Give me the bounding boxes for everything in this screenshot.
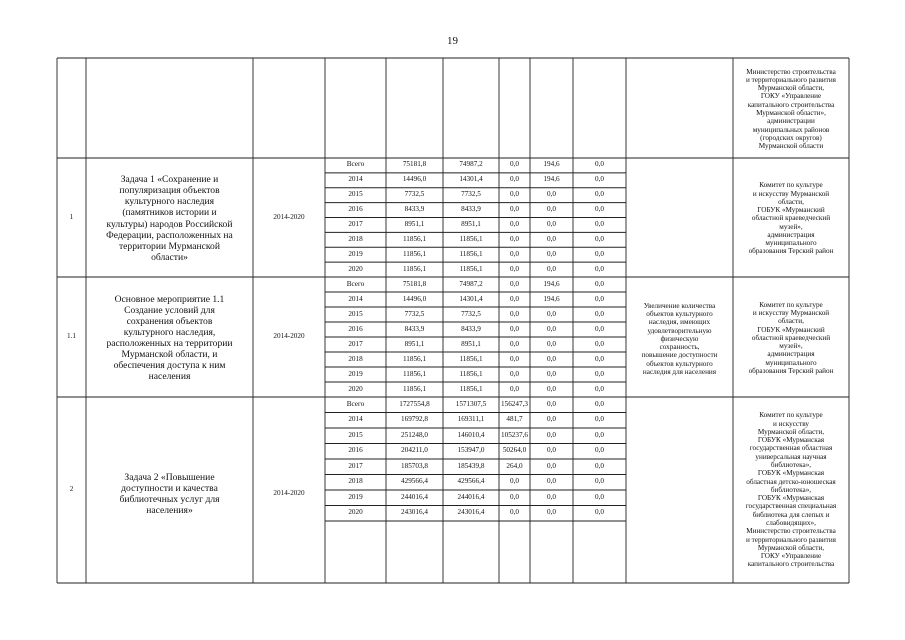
agency-cell-line: области, [778, 197, 804, 206]
table-cell: 2016 [348, 205, 363, 214]
task-title-cell-line: обеспечения доступа к ним [113, 360, 226, 372]
table-cell: 0,0 [547, 477, 556, 486]
agency-cell-line: областной краеведческий [751, 333, 831, 342]
agency-cell-line: Комитет по культуре [759, 181, 823, 190]
table-cell: 194,6 [543, 160, 560, 169]
table-cell: 8951,1 [461, 339, 481, 348]
table-cell: 194,6 [543, 279, 560, 288]
task-title-cell-line: населения» [146, 505, 193, 517]
table-cell: 169792,8 [401, 415, 428, 424]
table-cell: 2017 [348, 339, 363, 348]
task-title-cell-line: доступности и качества [121, 482, 218, 494]
task-title-cell-line: культурного наследия [124, 196, 215, 208]
table-cell: 0,0 [595, 399, 604, 408]
indicator-cell-line: физическую [660, 334, 699, 343]
indicator-cell-line: Увеличение количества [643, 301, 716, 310]
table-cell: 0,0 [510, 264, 519, 273]
task-title-cell-line: сохранения объектов [126, 315, 213, 327]
table-cell: 11856,1 [459, 369, 483, 378]
indicator-cell-line: повышение доступности [641, 351, 718, 360]
table-cell: 146010,4 [457, 430, 485, 439]
table-cell: 0,0 [595, 219, 604, 228]
page-number: 19 [447, 35, 458, 47]
table-cell: 7732,5 [404, 190, 425, 199]
table-cell: 481,7 [506, 415, 523, 424]
table-cell: 14301,4 [459, 294, 483, 303]
header-agency-cell-line: Мурманской области, [757, 84, 825, 93]
table-cell: 2020 [348, 384, 363, 393]
table-cell: 105237,6 [501, 430, 528, 439]
table-cell: 0,0 [595, 294, 604, 303]
table-cell: 2014 [348, 175, 363, 184]
task-title-cell [86, 174, 253, 262]
table-cell: 7732,5 [461, 309, 481, 318]
indicator-cell-line: объектов культурного [646, 359, 713, 368]
agency-cell-line: областная детско-юношеская [746, 477, 836, 486]
period-cell: 2014-2020 [273, 212, 305, 221]
table-cell: 2018 [348, 234, 363, 243]
table-cell: 0,0 [547, 190, 556, 199]
table-cell: 429566,4 [457, 477, 485, 486]
table-cell: 0,0 [510, 354, 519, 363]
indicator-cell-line: наследия для населения [642, 367, 717, 376]
table-cell: 0,0 [547, 249, 556, 258]
table-cell: 0,0 [510, 309, 519, 318]
header-agency-cell-line: Мурманской области», [756, 109, 826, 117]
agency-cell-line: и территориального развития [746, 535, 836, 544]
table-cell: 8433,9 [404, 324, 425, 333]
task-title-cell-line: Задача 2 «Повышение [124, 471, 215, 483]
indicator-cell [626, 302, 733, 377]
agency-cell [733, 301, 849, 376]
table-cell: 74987,2 [459, 279, 483, 288]
agency-cell-line: государственная специальная [745, 502, 837, 511]
agency-cell-line: и искусству [773, 419, 809, 428]
header-agency-cell-line: ГОКУ «Управление [760, 92, 822, 101]
row-number: 1.1 [67, 332, 76, 340]
table-cell: 0,0 [547, 324, 556, 333]
table-cell: 0,0 [510, 508, 519, 517]
table-cell: 14496,0 [402, 175, 427, 184]
table-cell: 0,0 [595, 205, 604, 214]
table-cell: 11856,1 [402, 234, 427, 243]
table-cell: 0,0 [510, 175, 519, 184]
table-cell: 0,0 [547, 430, 556, 439]
agency-cell-line: области, [778, 317, 804, 326]
table-cell: 0,0 [547, 309, 556, 318]
table-cell: 185703,8 [401, 461, 428, 470]
table-cell: 8433,9 [404, 205, 425, 214]
table-cell: 50264,0 [502, 446, 527, 455]
table-cell: 2014 [348, 294, 363, 303]
table-cell: 251248,0 [401, 430, 428, 439]
task-title-cell [86, 294, 253, 382]
table-cell: 11856,1 [459, 354, 483, 363]
table-cell: 1727554,8 [399, 399, 430, 408]
table-cell: 7732,5 [404, 309, 425, 318]
table-cell: 244016,4 [401, 492, 428, 501]
table-cell: 14301,4 [459, 175, 483, 184]
table-cell: Всего [346, 399, 365, 408]
table-cell: 11856,1 [402, 249, 427, 258]
table-cell: 8951,1 [404, 339, 425, 348]
task-title-cell-line: Создание условий для [124, 304, 215, 316]
indicator-cell-line: объектов культурного [646, 310, 713, 319]
task-title-cell-line: популяризация объектов [119, 185, 220, 197]
agency-cell-line: слабовидящих», [766, 518, 816, 527]
table-cell: 8951,1 [461, 219, 481, 228]
header-agency-cell-line: администрации [767, 117, 815, 126]
table-cell: 2019 [348, 369, 363, 378]
table-cell: 2015 [348, 430, 363, 439]
table-cell: 156247,3 [501, 399, 528, 408]
table-cell: 2019 [348, 492, 363, 501]
agency-cell-line: муниципального [765, 358, 817, 367]
table-cell: 0,0 [510, 294, 519, 303]
table-cell: 0,0 [595, 249, 604, 258]
table-cell: 0,0 [510, 324, 519, 333]
table-cell: 0,0 [595, 309, 604, 318]
table-cell: 11856,1 [402, 369, 427, 378]
task-title-cell-line: области» [151, 251, 188, 263]
table-cell: 0,0 [510, 279, 519, 288]
table-cell: 2017 [348, 461, 363, 470]
table-cell: 11856,1 [459, 249, 483, 258]
table-cell: 2014 [348, 415, 363, 424]
task-title-cell-line: Федерации, расположенных на [106, 229, 233, 241]
table-cell: 11856,1 [402, 264, 427, 273]
table-cell: 0,0 [547, 339, 556, 348]
table-cell: 429566,4 [401, 477, 428, 486]
table-cell: 244016,4 [457, 492, 485, 501]
table-cell: 194,6 [543, 175, 560, 184]
table-cell: 11856,1 [459, 384, 483, 393]
agency-cell-line: универсальная научная [755, 452, 827, 461]
task-title-cell-line: культуры) народов Российской [106, 218, 233, 230]
table-cell: 204211,0 [401, 446, 428, 455]
agency-cell-line: муниципального [765, 239, 817, 248]
task-title-cell-line: населения [148, 371, 191, 383]
agency-cell-line: Мурманской области, [757, 543, 825, 552]
table-cell: 0,0 [595, 234, 604, 243]
agency-cell-line: администрация [767, 350, 815, 359]
agency-cell-line: образования Терский район [748, 366, 834, 375]
table-cell: 2016 [348, 446, 363, 455]
agency-cell-line: и искусству Мурманской [752, 189, 830, 198]
agency-cell-line: ГОБУК «Мурманский [757, 325, 825, 334]
table-cell: 0,0 [547, 461, 556, 470]
task-title-cell-line: Задача 1 «Сохранение и [120, 174, 219, 186]
agency-cell-line: ГОБУК «Мурманская [757, 469, 825, 478]
table-cell: 0,0 [510, 234, 519, 243]
table-cell: 2016 [348, 324, 363, 333]
table-cell: 2019 [348, 249, 363, 258]
agency-cell-line: библиотека для слепых и [752, 510, 830, 519]
agency-cell-line: ГОБУК «Мурманская [757, 436, 825, 445]
indicator-cell-line: наследия, имеющих [648, 318, 711, 327]
agency-cell-line: государственная областная [749, 444, 833, 453]
table-cell: 75181,8 [402, 160, 427, 169]
agency-cell-line: библиотека», [770, 485, 812, 494]
agency-cell [733, 181, 849, 256]
table-cell: 0,0 [547, 508, 556, 517]
agency-cell-line: Комитет по культуре [759, 300, 823, 309]
agency-cell-line: музей», [779, 222, 803, 231]
table-cell: 0,0 [510, 477, 519, 486]
table-cell: 0,0 [510, 190, 519, 199]
table-cell: 2015 [348, 309, 363, 318]
table-cell: 8951,1 [404, 219, 425, 228]
table-cell: 0,0 [547, 384, 556, 393]
table-cell: 0,0 [595, 264, 604, 273]
task-title-cell-line: (памятников истории и [122, 207, 217, 219]
table-cell: Всего [346, 279, 365, 288]
header-agency-cell-line: капитального строительства [747, 100, 835, 109]
header-agency-cell-line: Министерство строительства [746, 67, 836, 76]
table-cell: 0,0 [595, 508, 604, 517]
table-cell: 11856,1 [459, 264, 483, 273]
agency-cell-line: ГОБУК «Мурманский [757, 206, 825, 215]
table-cell: 0,0 [547, 415, 556, 424]
row-number: 1 [69, 212, 74, 221]
agency-cell-line: библиотека», [770, 461, 812, 470]
period-cell: 2014-2020 [273, 489, 305, 497]
task-title-cell-line: территории Мурманской [118, 240, 220, 252]
table-cell: 0,0 [595, 430, 604, 439]
table-cell: 2020 [348, 264, 363, 273]
table-cell: 2020 [348, 508, 363, 517]
table-cell: 0,0 [595, 369, 604, 378]
header-agency-cell-line: (городских округов) [760, 133, 822, 142]
agency-cell-line: ГОКУ «Управление [760, 552, 822, 561]
table-cell: 0,0 [595, 477, 604, 486]
table-cell: 14496,0 [402, 294, 427, 303]
table-cell: 0,0 [595, 175, 604, 184]
table-cell: 185439,8 [457, 461, 485, 470]
agency-cell-line: Министерство строительства [746, 527, 836, 536]
table-cell: 2017 [348, 219, 363, 228]
table-cell: 74987,2 [459, 160, 483, 169]
table-cell: 0,0 [547, 369, 556, 378]
table-cell: 8433,9 [461, 205, 481, 214]
table-cell: 0,0 [547, 219, 556, 228]
table-cell: 194,6 [543, 294, 560, 303]
table-cell: 11856,1 [402, 354, 427, 363]
task-title-cell-line: библиотечных услуг для [119, 494, 220, 505]
task-title-cell [86, 472, 253, 516]
task-title-cell-line: Основное мероприятие 1.1 [114, 293, 225, 305]
agency-cell-line: образования Терский район [748, 247, 834, 256]
table-cell: 0,0 [510, 160, 519, 169]
table-cell: 0,0 [595, 160, 604, 169]
table-cell: 0,0 [510, 205, 519, 214]
agency-cell-line: администрация [767, 230, 815, 239]
table-cell: 1571307,5 [455, 399, 487, 408]
task-title-cell-line: расположенных на территории [106, 338, 233, 349]
table-cell: 11856,1 [402, 384, 427, 393]
header-agency-cell-line: и территориального развития [746, 75, 836, 84]
agency-cell-line: капитального строительства [747, 560, 835, 569]
task-title-cell-line: Мурманской области, и [121, 349, 218, 361]
table-cell: 0,0 [510, 219, 519, 228]
agency-cell-line: музей», [779, 342, 803, 351]
table-cell: 0,0 [595, 446, 604, 455]
table-cell: 0,0 [547, 205, 556, 214]
indicator-cell-line: удовлетворительную [647, 326, 712, 335]
period-cell: 2014-2020 [273, 332, 305, 340]
table-cell: 0,0 [595, 279, 604, 288]
table-cell: 0,0 [547, 399, 556, 408]
table-cell: 169311,1 [457, 415, 485, 424]
table-cell: 2015 [348, 190, 363, 199]
table-cell: 0,0 [595, 384, 604, 393]
header-agency-cell-line: муниципальных районов [752, 125, 830, 134]
agency-cell-line: областной краеведческий [751, 214, 831, 223]
agency-cell-line: Мурманской области, [757, 427, 825, 436]
table-cell: 0,0 [510, 369, 519, 378]
table-cell: 8433,9 [461, 324, 481, 333]
agency-cell [733, 411, 849, 568]
table-cell: 264,0 [506, 461, 523, 470]
agency-cell-line: и искусству Мурманской [752, 309, 830, 318]
agency-cell-line: ГОБУК «Мурманская [757, 494, 825, 503]
agency-cell-line: Комитет по культуре [759, 411, 823, 420]
table-cell: 2018 [348, 477, 363, 486]
table-cell: 0,0 [510, 492, 519, 501]
table-cell: 7732,5 [461, 190, 481, 199]
table-cell: 0,0 [595, 492, 604, 501]
table-cell: 0,0 [547, 446, 556, 455]
table-cell: 0,0 [510, 384, 519, 393]
table-cell: 0,0 [547, 354, 556, 363]
table-cell: 0,0 [595, 339, 604, 348]
table-cell: 0,0 [547, 264, 556, 273]
table-cell: 0,0 [595, 354, 604, 363]
table-cell: 243016,4 [457, 508, 485, 517]
table-cell: 0,0 [510, 339, 519, 348]
header-agency-cell [733, 68, 849, 151]
header-agency-cell-line: Мурманской области [758, 142, 824, 151]
table-cell: 0,0 [510, 249, 519, 258]
table-cell: 0,0 [547, 492, 556, 501]
table-cell: 153947,0 [457, 446, 485, 455]
table-cell: 0,0 [595, 415, 604, 424]
table-cell: 243016,4 [401, 508, 428, 517]
table-cell: Всего [346, 160, 365, 169]
table-cell: 0,0 [595, 190, 604, 199]
task-title-cell-line: культурного наследия, [123, 326, 216, 338]
table-cell: 2018 [348, 354, 363, 363]
table-cell: 11856,1 [459, 234, 483, 243]
row-number: 2 [69, 485, 74, 493]
indicator-cell-line: сохранность, [659, 343, 700, 352]
table-cell: 0,0 [547, 234, 556, 243]
table-cell: 75181,8 [402, 279, 427, 288]
table-cell: 0,0 [595, 461, 604, 470]
table-cell: 0,0 [595, 324, 604, 333]
